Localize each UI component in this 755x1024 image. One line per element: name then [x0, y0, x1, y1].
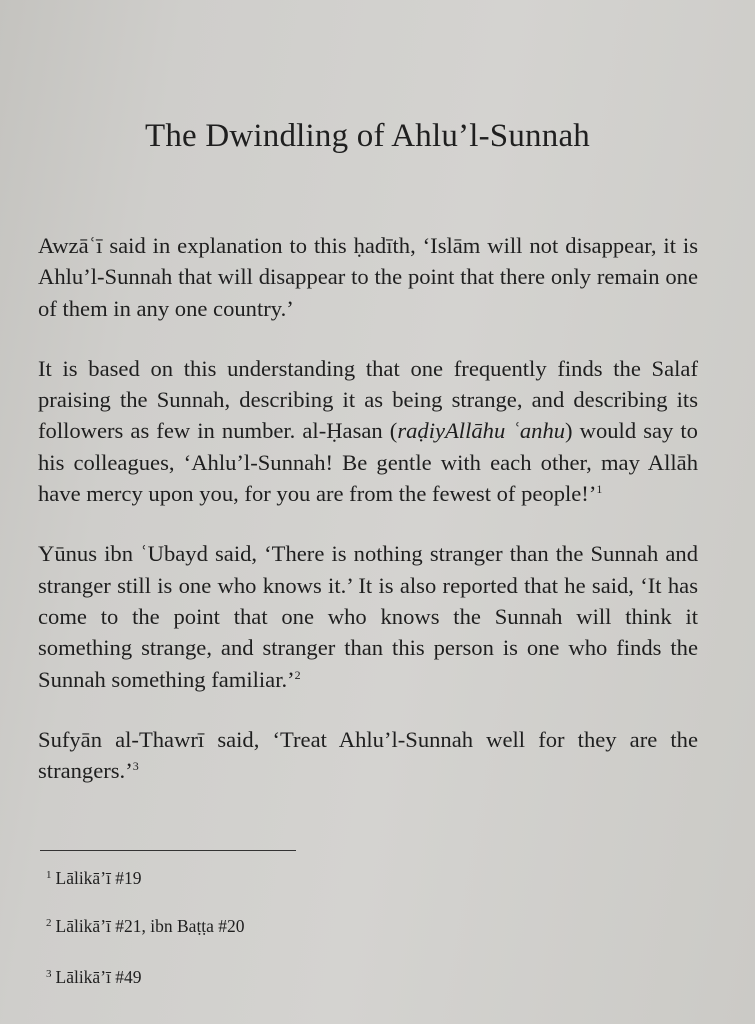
footnote-ref-1: 1	[596, 482, 603, 497]
paragraph-3-text: Yūnus ibn ʿUbayd said, ‘There is nothing stranger than the Sunnah and stranger still is one who knows it.’ It is also reported that he said, ‘It has come to the point that one who knows the Sunnah will think it something strange, and stranger than this person is one who finds the Sunnah something familiar.’	[38, 541, 698, 692]
footnote-3	[46, 967, 142, 988]
paragraph-2	[38, 353, 698, 509]
footnote-ref-3: 3	[132, 759, 139, 774]
footnote-3-text: Lālikā’ī #49	[55, 967, 142, 987]
footnote-2-text: Lālikā’ī #21, ibn Baṭṭa #20	[55, 916, 245, 936]
paragraph-4-text: Sufyān al-Thawrī said, ‘Treat Ahlu’l-Sunnah well for they are the strangers.’	[38, 726, 698, 784]
paragraph-2-text-after: ) would say to his colleagues, ‘Ahlu’l-Sunnah! Be gentle with each other, may Allāh have mercy upon you, for you are from the fewest of people!’	[38, 418, 698, 507]
footnote-3-number: 3	[46, 968, 52, 980]
footnote-1	[46, 868, 142, 889]
paragraph-3	[38, 538, 698, 694]
paragraph-1	[38, 230, 698, 324]
footnote-1-number: 1	[46, 869, 52, 881]
footnote-ref-2: 2	[294, 667, 301, 682]
footnote-divider	[40, 850, 296, 851]
paragraph-2-honorific: raḍiyAllāhu ʿanhu	[397, 418, 566, 444]
footnote-1-text: Lālikā’ī #19	[55, 868, 142, 888]
paragraph-4	[38, 724, 698, 787]
page-title: The Dwindling of Ahlu’l-Sunnah	[144, 118, 591, 154]
body-text	[38, 230, 698, 815]
footnote-2-number: 2	[46, 917, 52, 929]
footnote-2	[46, 916, 245, 937]
paragraph-2-text-before: It is based on this understanding that one frequently finds the Salaf praising the Sunnah, describing it as being strange, and describing its followers as few in number. al-Ḥasan (	[38, 355, 698, 444]
paragraph-1-text: Awzāʿī said in explanation to this ḥadīth, ‘Islām will not disappear, it is Ahlu’l-Sunnah that will disappear to the point that there only remain one of them in any one country.’	[38, 233, 698, 321]
